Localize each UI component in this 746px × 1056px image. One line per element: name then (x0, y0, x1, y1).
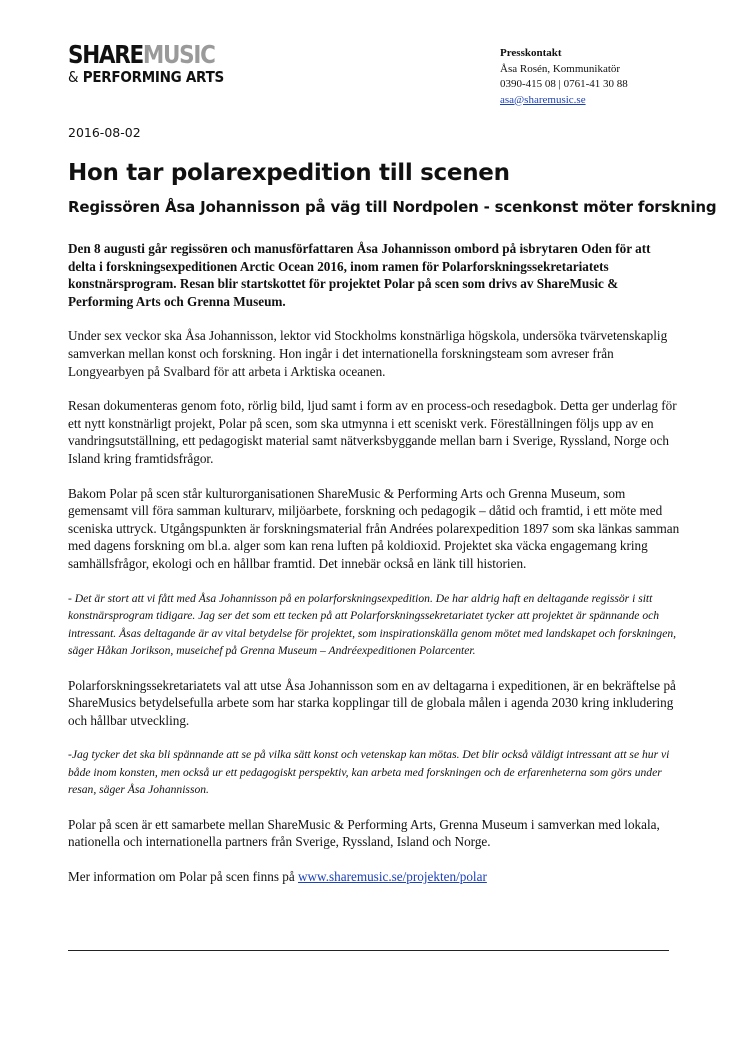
quote-jorikson: - Det är stort att vi fått med Åsa Johannisson på en polarforskningsexpedition. De har aldrig haft en deltagande regissör i sitt konstnärsprogram tidigare. Jag ser det som ett tecken på att Polarforskningssekretariatet tycker att projektet är spännande och intressant. Åsas deltagande är av vital betydelse för projektet, som inspirationskälla genom mötet med landskapet och forskningen, säger Håkan Jorikson, museichef på Grenna Museum – Andréexpeditionen Polarcenter. (68, 591, 677, 657)
press-contact-title: Presskontakt (500, 47, 562, 59)
press-contact-email-link[interactable]: asa@sharemusic.se (500, 93, 586, 106)
logo-share-text: SHARE (68, 40, 143, 69)
more-info-paragraph (68, 868, 680, 886)
page-subtitle: Regissören Åsa Johannisson på väg till Nordpolen - scenkonst möter forskning (68, 198, 717, 216)
quote-johannisson: -Jag tycker det ska bli spännande att se på vilka sätt konst och vetenskap kan mötas. Det blir också väldigt intressant att se hur vi både inom konsten, men också ur ett pedagogiskt perspektiv, kan arbeta med forskningen och de erfarenheterna som görs under resan, säger Åsa Johannisson. (68, 748, 670, 797)
press-contact-name: Åsa Rosén, Kommunikatör (500, 62, 621, 75)
logo-ampersand: & (68, 68, 79, 86)
press-contact (500, 46, 628, 108)
article-body (68, 240, 680, 903)
more-info-text: Mer information om Polar på scen finns på (68, 868, 298, 884)
body-paragraph-3: Bakom Polar på scen står kulturorganisationen ShareMusic & Performing Arts och Grenna Museum, som gemensamt vill föra samman kulturarv, miljöarbete, forskning och pedagogik – dåtid och framtid, i ett möte med sceniska uttryck. Utgångspunkten är forskningsmaterial från Andrées polarexpedition 1897 som ska länkas samman med dagens forskning om bl.a. alger som kan rena luften på koldioxid. Projektet ska väcka engagemang kring samhällsfrågor, ekologi och en hållbar framtid. Det innebär också en länk till historien. (68, 485, 680, 571)
logo-performing-arts-text: PERFORMING ARTS (82, 68, 224, 86)
logo-subline (68, 68, 224, 86)
sharemusic-logo (68, 42, 241, 86)
body-paragraph-4: Polarforskningssekretariatets val att utse Åsa Johannisson som en av deltagarna i expeditionen, är en bekräftelse på ShareMusics betydelsefulla arbete som har starka kopplingar till de globala målen i agenda 2030 kring inkludering och hållbar utveckling. (68, 677, 676, 728)
release-date: 2016-08-02 (68, 125, 141, 140)
logo-music-text: MUSIC (142, 40, 215, 69)
project-link[interactable]: www.sharemusic.se/projekten/polar (298, 868, 487, 884)
logo-wordmark (68, 42, 217, 68)
footer-divider (68, 950, 669, 951)
press-contact-phone: 0390-415 08 | 0761-41 30 88 (500, 78, 628, 90)
page-title: Hon tar polarexpedition till scenen (68, 160, 510, 186)
body-paragraph-5: Polar på scen är ett samarbete mellan ShareMusic & Performing Arts, Grenna Museum i samverkan med lokala, nationella och internationella partners från Sverige, Ryssland, Island och Norge. (68, 816, 660, 850)
body-paragraph-1: Under sex veckor ska Åsa Johannisson, lektor vid Stockholms konstnärliga högskola, undersöka tvärvetenskaplig samverkan mellan konst och forskning. Hon ingår i det internationella forskningsteam som avreser från Longyearbyen på Svalbard för att arbeta i Arktiska oceanen. (68, 328, 668, 379)
body-paragraph-2: Resan dokumenteras genom foto, rörlig bild, ljud samt i form av en process-och resedagbok. Detta ger underlag för ett nytt konstnärligt projekt, Polar på scen, som ska utmynna i ett sceniskt verk. Föreställningen följs upp av en vandringsutställning, ett pedagogiskt material samt nätverksbyggande mellan barn i Sverige, Ryssland, Norge och Island kring framtidsfrågor. (68, 398, 677, 466)
lead-paragraph: Den 8 augusti går regissören och manusförfattaren Åsa Johannisson ombord på isbrytaren Oden för att delta i forskningsexpeditionen Arctic Ocean 2016, inom ramen för Polarforskningssekretariatets konstnärsprogram. Resan blir startskottet för projektet Polar på scen som drivs av ShareMusic & Performing Arts och Grenna Museum. (68, 241, 651, 309)
